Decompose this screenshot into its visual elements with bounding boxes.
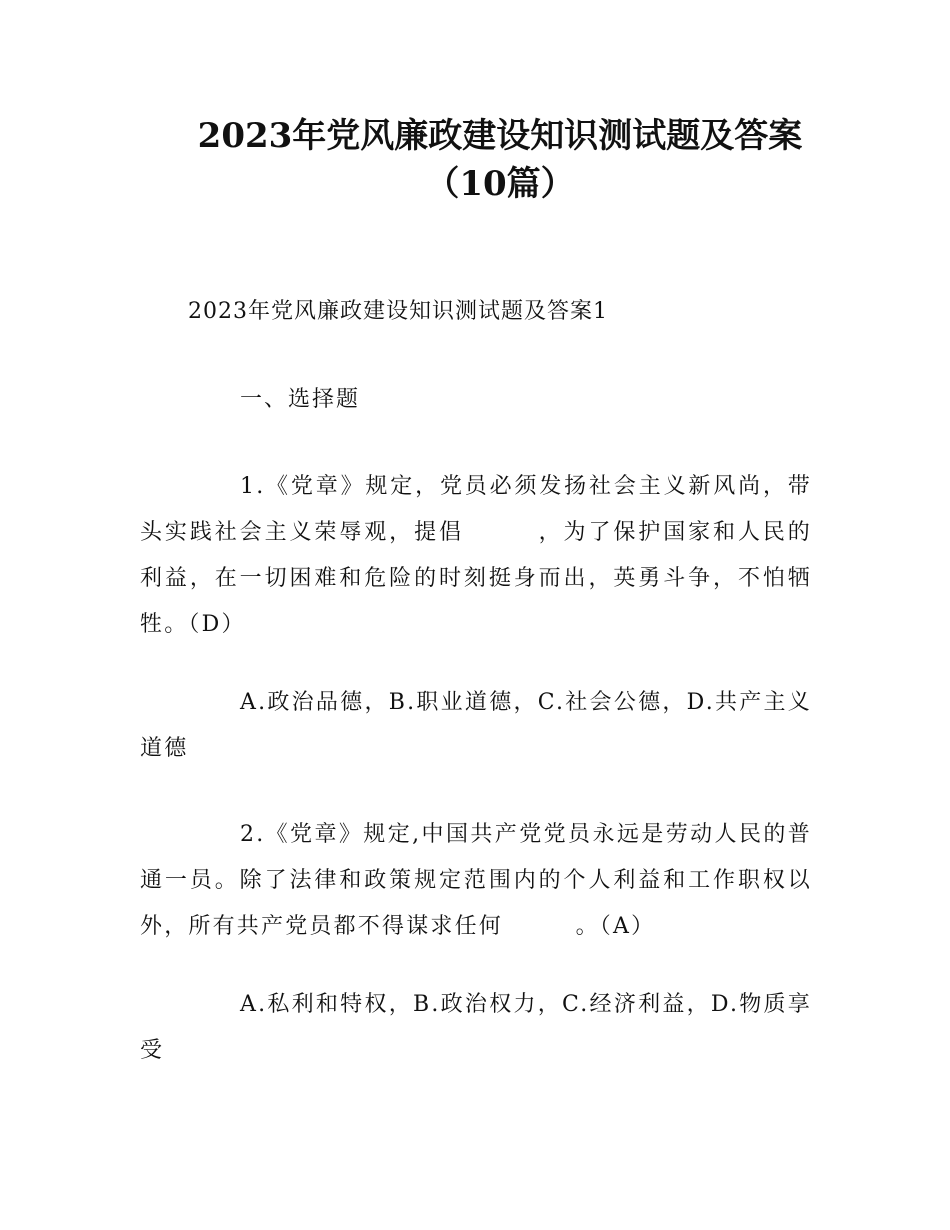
document-subtitle: 2023年党风廉政建设知识测试题及答案1 xyxy=(188,299,608,324)
question-1-options: A.政治品德，B.职业道德，C.社会公德，D.共产主义道德 xyxy=(140,690,812,761)
question-2-text: 2.《党章》规定,中国共产党党员永远是劳动人民的普通一员。除了法律和政策规定范围内的个人利益和工作职权以外，所有共产党员都不得谋求任何 。（A） xyxy=(140,822,812,939)
document-title-line-1: 2023年党风廉政建设知识测试题及答案 xyxy=(197,116,803,156)
question-1-text: 1.《党章》规定，党员必须发扬社会主义新风尚，带头实践社会主义荣辱观，提倡 ，为了保护国家和人民的利益，在一切困难和危险的时刻挺身而出，英勇斗争，不怕牺牲。（D） xyxy=(140,474,812,637)
question-2-options: A.私利和特权，B.政治权力，C.经济利益，D.物质享受 xyxy=(140,992,812,1063)
section-heading: 一、选择题 xyxy=(240,387,361,412)
document-title-line-2: （10篇） xyxy=(425,164,575,204)
